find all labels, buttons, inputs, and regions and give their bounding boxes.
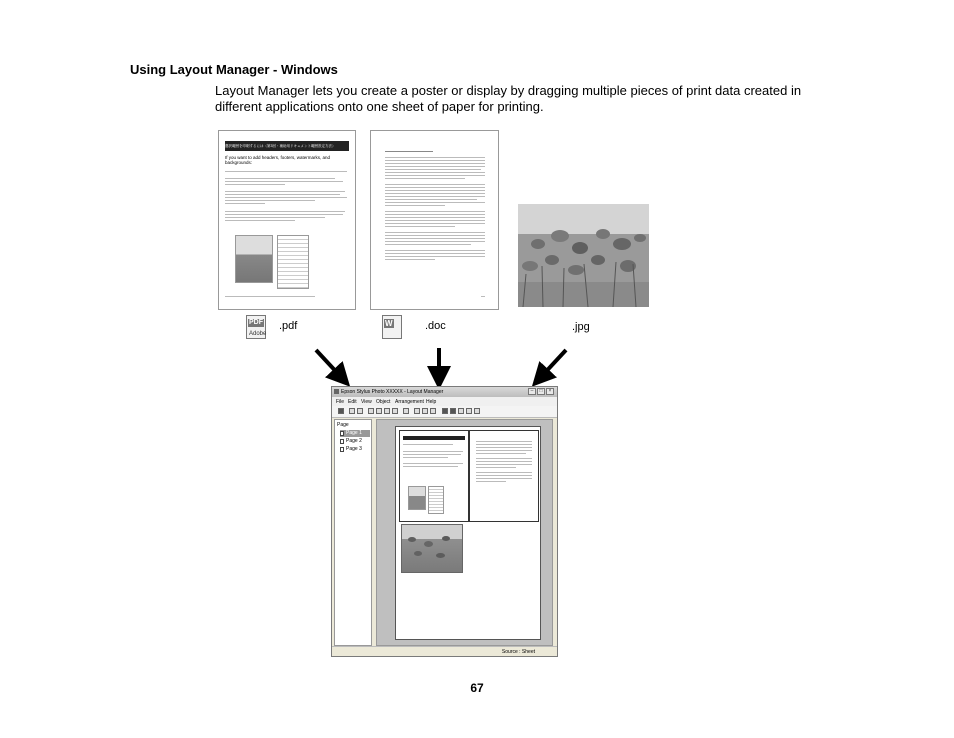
toolbar-redo-icon[interactable]: [357, 408, 363, 414]
pdf-banner: 選択範囲を印刷するには（第3回・補助用ドキュメント範囲設定方法）: [225, 141, 349, 151]
toolbar-zoom-in-icon[interactable]: [422, 408, 428, 414]
maximize-button[interactable]: □: [537, 388, 545, 395]
menu-view[interactable]: View: [361, 399, 372, 405]
window-title: Epson Stylus Photo XXXXX - Layout Manager: [341, 389, 444, 395]
status-text: Source : Sheet: [501, 649, 535, 655]
toolbar-undo-icon[interactable]: [349, 408, 355, 414]
pdf-label: .pdf: [279, 320, 298, 332]
menu-help[interactable]: Help: [426, 399, 437, 405]
page-icon: [340, 447, 344, 452]
toolbar-copy-icon[interactable]: [376, 408, 382, 414]
placed-jpg-object[interactable]: [401, 524, 463, 573]
paper-sheet: [395, 426, 541, 640]
page-item[interactable]: Page 1: [340, 430, 370, 437]
page-item[interactable]: Page 2: [340, 438, 370, 445]
placed-doc-object[interactable]: [469, 430, 539, 522]
pdf-embedded-photo: [235, 235, 273, 283]
layout-manager-window: [331, 386, 558, 657]
jpg-label: .jpg: [572, 321, 590, 333]
toolbar-layout-2-icon[interactable]: [450, 408, 456, 414]
menu-arrangement[interactable]: Arrangement: [395, 399, 424, 405]
pdf-document-thumbnail: [218, 130, 356, 310]
menu-edit[interactable]: Edit: [348, 399, 357, 405]
app-icon: [334, 389, 339, 394]
placed-pdf-object[interactable]: [399, 430, 469, 522]
poppy-field-image: [518, 204, 649, 307]
toolbar-paste-icon[interactable]: [384, 408, 390, 414]
toolbar-flip-icon[interactable]: [466, 408, 472, 414]
close-button[interactable]: ×: [546, 388, 554, 395]
toolbar-delete-icon[interactable]: [392, 408, 398, 414]
page-list-title: Page: [337, 422, 349, 428]
status-bar: [332, 646, 557, 656]
toolbar-zoom-out-icon[interactable]: [414, 408, 420, 414]
page-number: 67: [470, 681, 484, 695]
intro-paragraph: Layout Manager lets you create a poster or display by dragging multiple pieces of print data created in different applications onto one sheet of paper for printing.: [215, 83, 802, 114]
toolbar: [332, 406, 557, 418]
arrow-from-jpg-icon: [540, 350, 566, 378]
drag-arrows: [300, 340, 590, 390]
page-item[interactable]: Page 3: [340, 446, 370, 453]
pdf-headline: If you want to add headers, footers, watermarks, and backgrounds:: [225, 155, 331, 165]
toolbar-cut-icon[interactable]: [368, 408, 374, 414]
menu-bar: [332, 397, 557, 406]
toolbar-fit-icon[interactable]: [430, 408, 436, 414]
arrow-from-pdf-icon: [316, 350, 342, 378]
toolbar-page-setup-icon[interactable]: [403, 408, 409, 414]
pdf-embedded-form: [277, 235, 309, 289]
toolbar-print-icon[interactable]: [338, 408, 344, 414]
title-bar: [332, 387, 557, 397]
page-icon: [340, 431, 344, 436]
minimize-button[interactable]: –: [528, 388, 536, 395]
menu-file[interactable]: File: [336, 399, 345, 405]
toolbar-layout-1-icon[interactable]: [442, 408, 448, 414]
word-file-icon: W: [382, 315, 402, 339]
pdf-file-icon: PDF Adobe: [246, 315, 266, 339]
toolbar-rotate-icon[interactable]: [458, 408, 464, 414]
layout-canvas[interactable]: [376, 419, 553, 646]
jpg-photo-thumbnail: [518, 204, 649, 307]
menu-object[interactable]: Object: [376, 399, 391, 405]
toolbar-align-icon[interactable]: [474, 408, 480, 414]
doc-document-thumbnail: [370, 130, 499, 310]
page-list-panel: [334, 419, 372, 646]
section-heading: Using Layout Manager - Windows: [130, 62, 338, 77]
page-icon: [340, 439, 344, 444]
doc-label: .doc: [425, 320, 446, 332]
